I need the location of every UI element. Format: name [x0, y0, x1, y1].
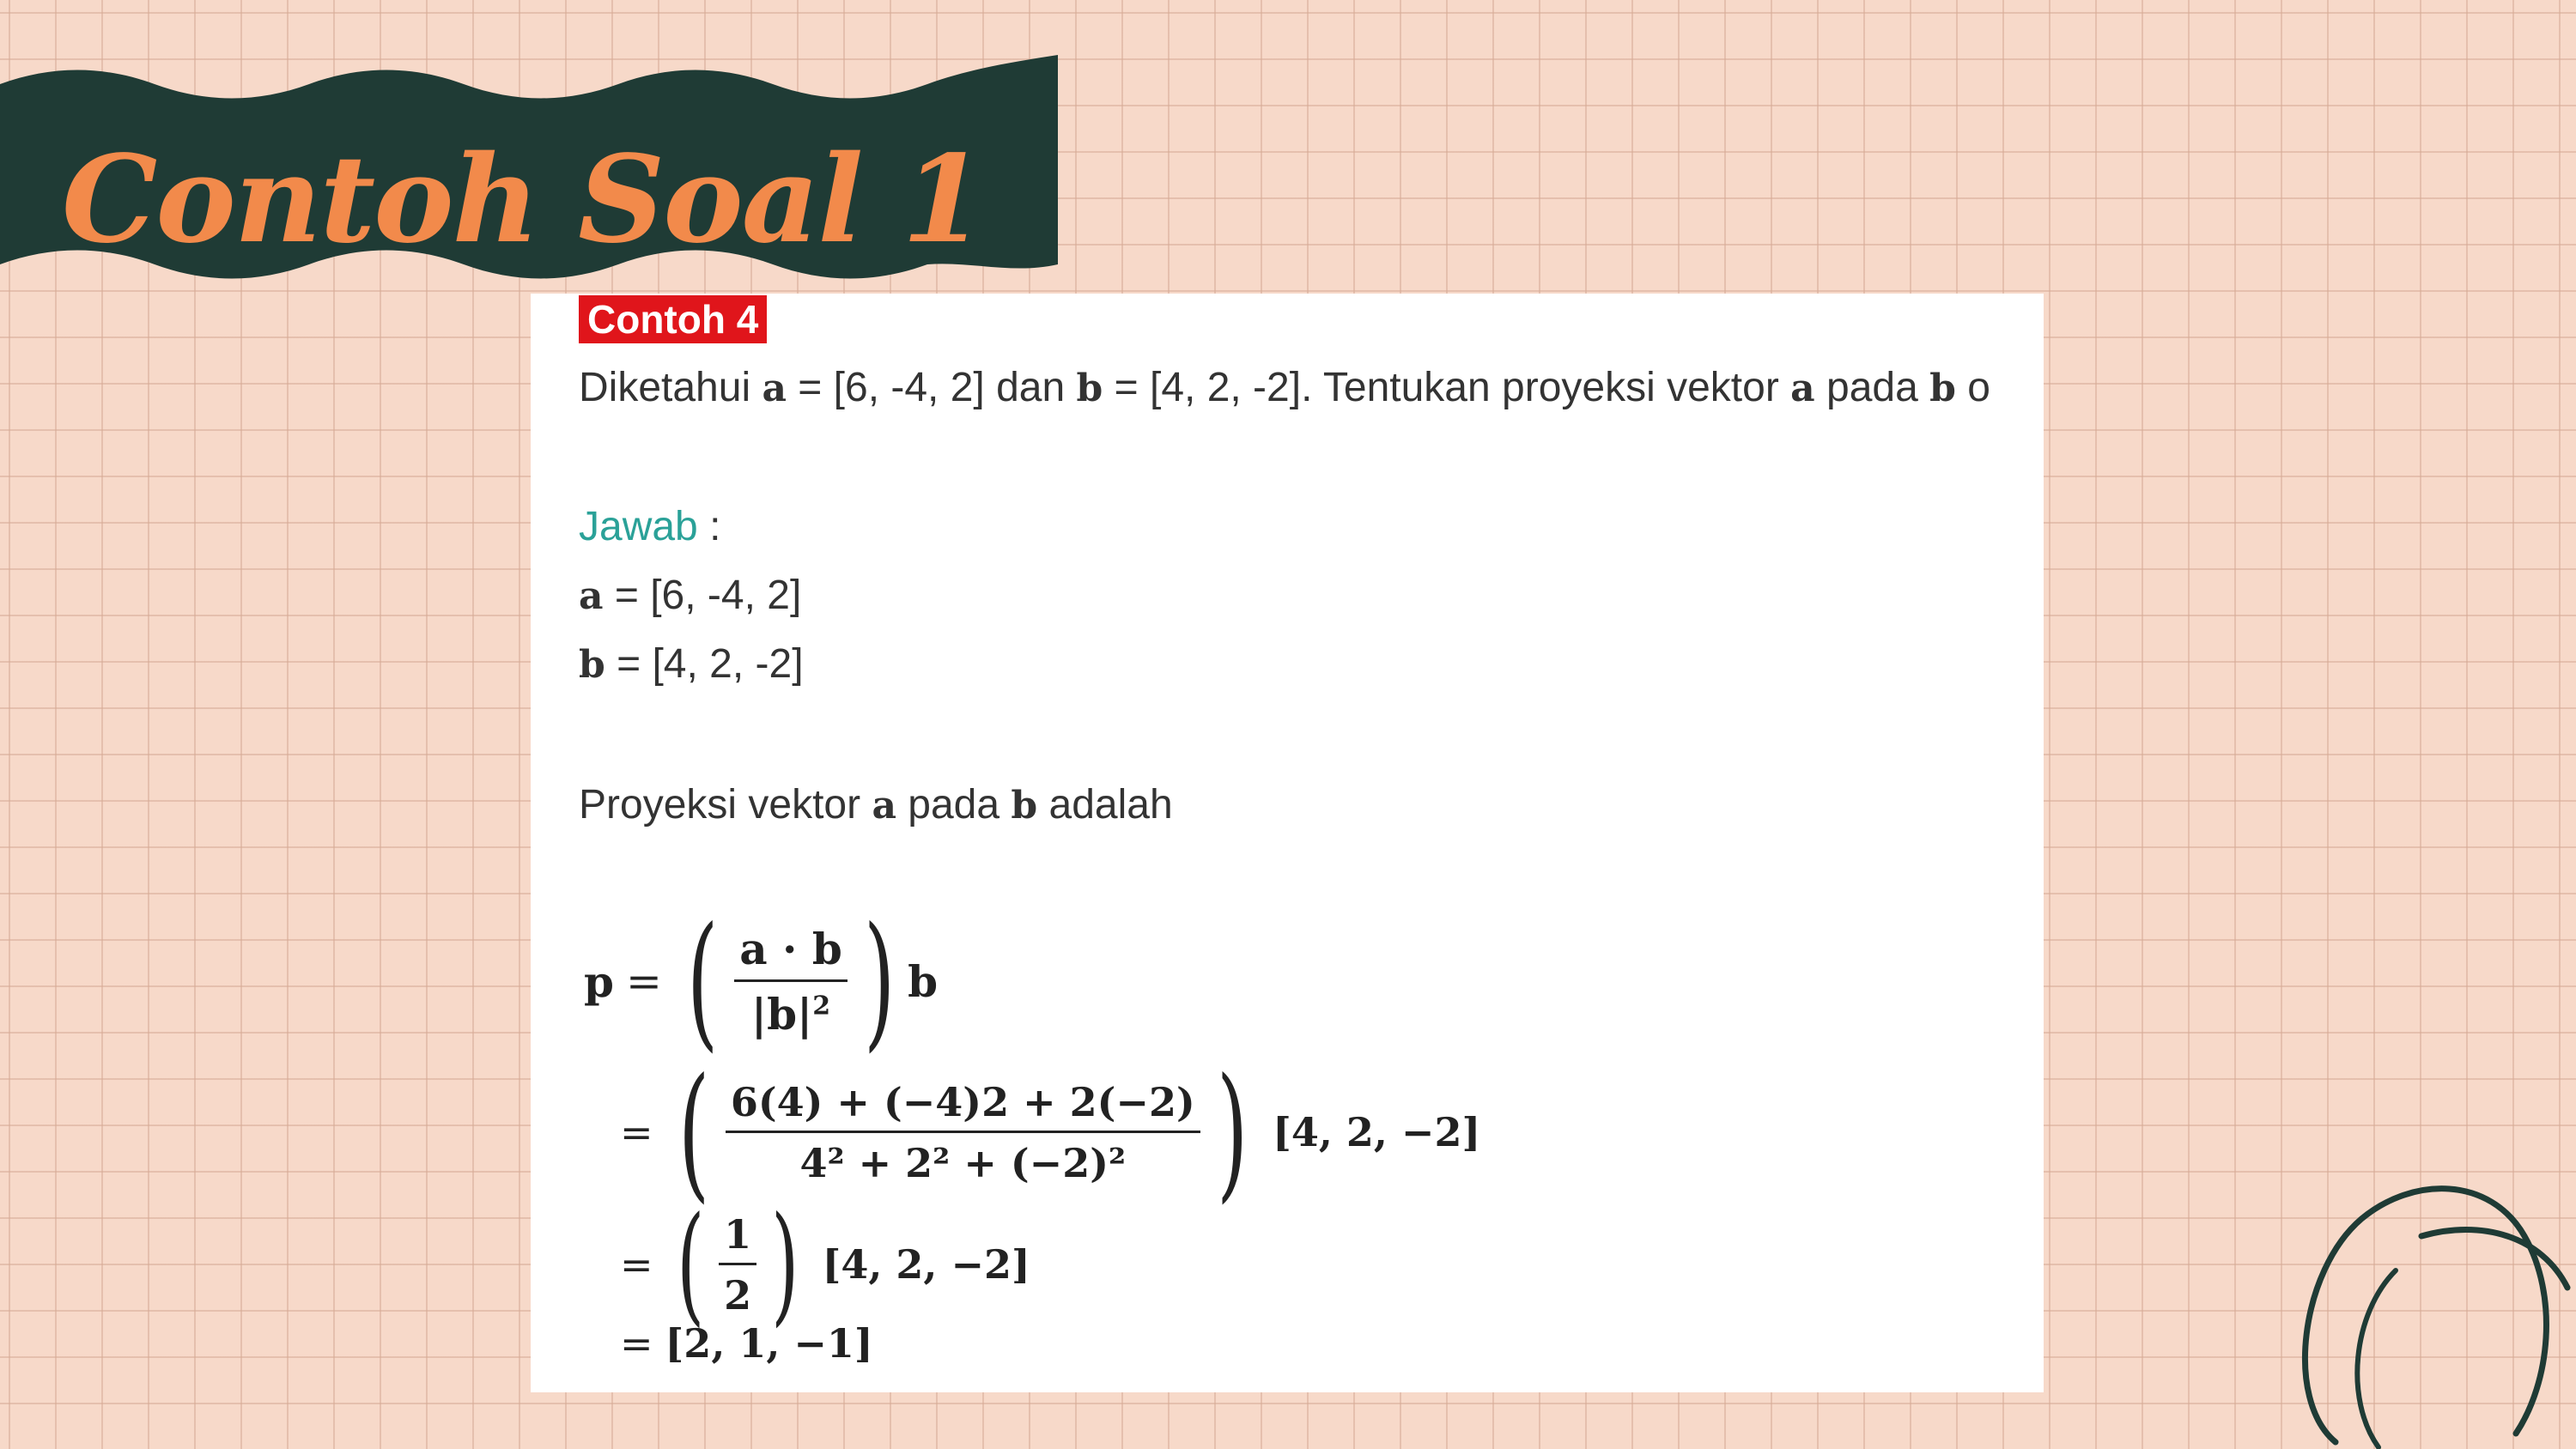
formula-eq-4: =	[620, 1320, 653, 1367]
right-paren: )	[1216, 1047, 1249, 1217]
jawab-label: Jawab	[579, 504, 698, 549]
vector-a-symbol: a	[762, 367, 787, 410]
fraction-ab-over-b2	[734, 924, 848, 1040]
fraction-numerator: a · b	[734, 924, 848, 982]
projection-mid: pada	[896, 782, 1012, 828]
projection-text	[579, 779, 1173, 832]
vector-a-symbol-2: a	[1790, 367, 1815, 410]
right-paren: )	[771, 1190, 799, 1339]
example-card	[531, 294, 2044, 1392]
fraction-denominator: 4² + 2² + (−2)²	[799, 1139, 1127, 1186]
projection-b-symbol: b	[1011, 784, 1038, 828]
left-paren: (	[676, 1190, 704, 1339]
formula-line-1	[584, 896, 939, 1066]
formula-eq-1: =	[625, 956, 662, 1006]
given-a-value: = [6, -4, 2]	[603, 573, 802, 618]
question-text	[579, 362, 1990, 415]
question-tail: o	[1955, 365, 1990, 410]
vector-a-value: = [6, -4, 2] dan	[786, 365, 1077, 410]
denominator-exponent: 2	[812, 990, 831, 1021]
formula-vector-3: [4, 2, −2]	[822, 1241, 1030, 1288]
vector-b-symbol: b	[1076, 367, 1103, 410]
given-a	[579, 570, 801, 622]
banner-title: Contoh Soal 1	[62, 130, 984, 270]
right-paren: )	[863, 896, 896, 1066]
question-prefix: Diketahui	[579, 365, 751, 410]
formula-line-2	[608, 1047, 1481, 1217]
fraction-substituted	[726, 1079, 1200, 1186]
formula-line-4	[608, 1320, 873, 1367]
formula-result: [2, 1, −1]	[665, 1320, 873, 1367]
left-paren: (	[677, 1047, 709, 1217]
given-b-value: = [4, 2, -2]	[605, 641, 804, 687]
formula-b: b	[908, 955, 939, 1007]
projection-suffix: adalah	[1037, 782, 1173, 828]
given-b	[579, 639, 804, 691]
fraction-denominator: 2	[724, 1271, 752, 1319]
formula-eq-3: =	[620, 1241, 653, 1288]
formula-line-3	[608, 1190, 1030, 1339]
fraction-numerator: 6(4) + (−4)2 + 2(−2)	[726, 1079, 1200, 1133]
question-mid: pada	[1814, 365, 1930, 410]
jawab-heading	[579, 501, 720, 553]
fraction-denominator	[746, 982, 835, 1040]
title-banner	[0, 50, 1058, 295]
denominator-base: |b|	[750, 988, 813, 1040]
formula-eq-2: =	[620, 1109, 653, 1155]
formula-p: p	[584, 955, 614, 1007]
projection-prefix: Proyeksi vektor	[579, 782, 872, 828]
fraction-numerator: 1	[719, 1211, 756, 1265]
vector-b-symbol-2: b	[1929, 367, 1956, 410]
left-paren: (	[686, 896, 719, 1066]
scribble-circle-icon	[2267, 1142, 2576, 1449]
formula-vector-2: [4, 2, −2]	[1273, 1109, 1481, 1155]
vector-b-value: = [4, 2, -2]. Tentukan proyeksi vektor	[1103, 365, 1779, 410]
fraction-one-half	[719, 1211, 756, 1319]
projection-a-symbol: a	[872, 784, 896, 828]
given-a-symbol: a	[579, 574, 604, 618]
example-tag: Contoh 4	[579, 295, 767, 343]
jawab-colon: :	[697, 504, 721, 549]
given-b-symbol: b	[579, 643, 605, 687]
